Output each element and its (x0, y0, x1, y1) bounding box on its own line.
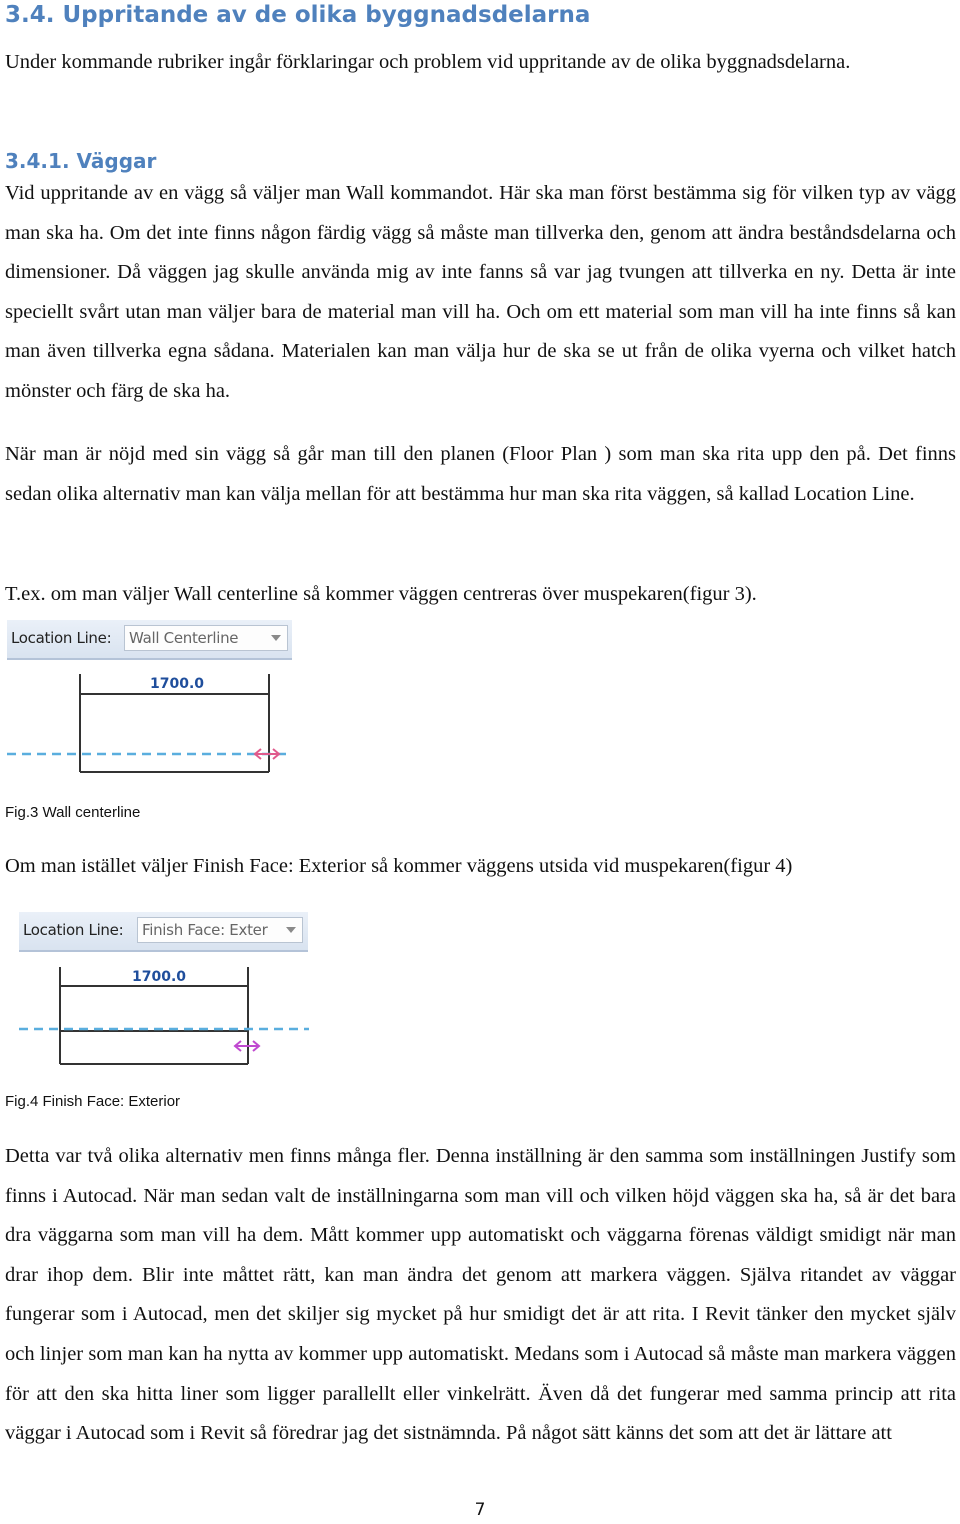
paragraph-centerline: T.ex. om man väljer Wall centerline så kommer väggen centreras över muspekaren(figur 3). (5, 583, 757, 605)
location-line-value: Finish Face: Exter (142, 921, 268, 939)
figure-wall-centerline (7, 620, 297, 780)
section-intro: Under kommande rubriker ingår förklaringar och problem vid uppritande av de olika byggnadsdelarna. (5, 51, 851, 73)
paragraph-location-line: När man är nöjd med sin vägg så går man till den planen (Floor Plan ) som man ska rita upp den på. Det finns sedan olika alternativ man kan välja mellan för att bestämma hur man ska rita väggen, så kallad Location Line. (5, 443, 956, 505)
figure-finish-face-exterior (19, 912, 314, 1072)
location-line-label: Location Line: (11, 629, 112, 647)
location-line-value: Wall Centerline (129, 629, 239, 647)
location-line-label: Location Line: (23, 921, 124, 939)
dimension-text: 1700.0 (150, 676, 205, 692)
dimension-text: 1700.0 (132, 969, 187, 985)
wall-diagram (19, 912, 314, 1072)
section-heading: 3.4. Uppritande av de olika byggnadsdelarna (5, 2, 591, 28)
paragraph-walls-intro: Vid uppritande av en vägg så väljer man Wall kommandot. Här ska man först bestämma sig för vilken typ av vägg man ska ha. Om det inte finns någon färdig vägg så måste man tillverka den, genom att ändra beståndsdelarna och dimensioner. Då väggen jag skulle använda mig av inte fanns så var jag tvungen att tillverka en ny. Detta är inte speciellt svårt utan man väljer bara de material man vill ha. Och om ett material som man vill ha inte finns så kan man även tillverka egna sådana. Materialen kan man välja hur de ska se ut från de olika vyerna och vilket hatch mönster och färg de ska ha. (5, 182, 956, 402)
paragraph-conclusion: Detta var två olika alternativ men finns många fler. Denna inställning är den samma som inställningen Justify som finns i Autocad. När man sedan valt de inställningarna som man vill och vilken höjd väggen ska ha, så är det bara dra väggarna som man vill ha dem. Mått kommer upp automatiskt och väggarna förenas väldigt smidigt när man drar ihop dem. Blir inte måttet rätt, kan man ändra det genom att markera väggen. Själva ritandet av väggar fungerar som i Autocad, men det skiljer sig mycket på hur smidigt det är att rita. I Revit tänker den mycket själv och linjer som man kan ha nytta av kommer upp automatiskt. Medans som i Autocad så måste man markera väggen för att den ska hitta liner som ligger parallellt eller vinkelrätt. Även då det fungerar med samma princip att rita väggar i Autocad som i Revit så föredrar jag det sistnämnda. På något sätt känns det som att det är lättare att (5, 1145, 956, 1445)
subsection-heading: 3.4.1. Väggar (5, 149, 157, 173)
cursor-resize-icon (255, 749, 279, 759)
figure4-caption: Fig.4 Finish Face: Exterior (5, 1093, 181, 1110)
page-number: 7 (474, 1500, 486, 1520)
paragraph-finish-face: Om man istället väljer Finish Face: Exterior så kommer väggens utsida vid muspekaren(figur 4) (5, 855, 793, 877)
wall-diagram (7, 620, 297, 780)
figure3-caption: Fig.3 Wall centerline (5, 804, 141, 821)
